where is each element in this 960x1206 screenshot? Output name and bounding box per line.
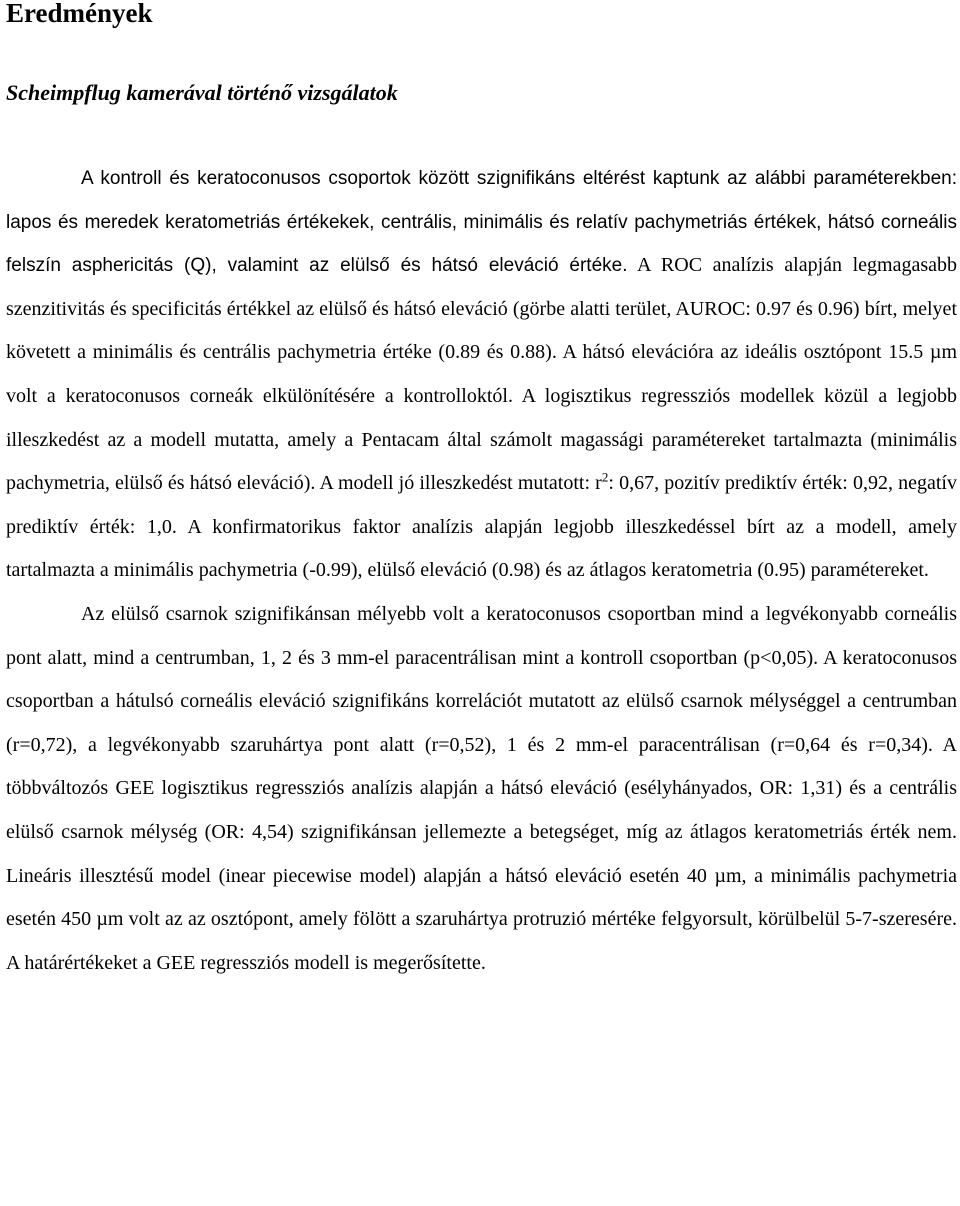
sentence-part: A modell jó illeszkedést mutatott: r bbox=[319, 472, 602, 495]
sentence: Lineáris illesztésű model (inear piecewise model) alapján a hátsó eleváció esetén 40 µm, a minimális pachymetria esetén 450 µm volt az az osztópont, amely fölött a szaruhártya protruzió mértéke felgyorsult, körülbelül 5-7-szeresére. bbox=[6, 864, 957, 931]
sentence: A határértékeket a GEE regressziós modell is megerősítette. bbox=[6, 951, 486, 974]
section-heading: Eredmények bbox=[6, 0, 153, 28]
paragraph-scheimpflug-results bbox=[6, 157, 957, 593]
sentence: A logisztikus regressziós modellek közül a legjobb illeszkedést az a modell mutatta, amely a Pentacam által számolt magassági paramétereket tartalmazta (minimális pachymetria, elülső és hátsó eleváció). bbox=[6, 384, 958, 495]
sentence: A többváltozós GEE logisztikus regressziós analízis alapján a hátsó eleváció (esélyhányados, OR: 1,31) és a centrális elülső csarnok mélység (OR: 4,54) szignifikánsan jellemezte a betegséget, míg az átlagos keratometriás érték nem. bbox=[6, 733, 957, 843]
sentence-part: : 0,67, pozitív prediktív érték: 0,92, negatív prediktív érték: 1,0. bbox=[6, 472, 957, 538]
sentence: A keratoconusos csoportban a hátulsó corneális eleváció szignifikáns korrelációt mutatott az elülső csarnok mélységgel a centrumban (r=0,72), a legvékonyabb szaruhártya pont alatt (r=0,52), 1 és 2 mm-el paracentrálisan (r=0,64 és r=0,34). bbox=[6, 646, 957, 756]
sentence: A konfirmatorikus faktor analízis alapján legjobb illeszkedéssel bírt az a modell, amely tartalmazta a minimális pachymetria (-0.99), elülső eleváció (0.98) és az átlagos keratometria (0.95) paramétereket. bbox=[6, 515, 958, 582]
paragraph-anterior-chamber bbox=[6, 593, 957, 985]
sentence: Az elülső csarnok szignifikánsan mélyebb volt a keratoconusos csoportban mind a legvékonyabb corneális pont alatt, mind a centrumban, 1, 2 és 3 mm-el paracentrálisan mint a kontroll csoportban (p<0,05). bbox=[6, 602, 957, 669]
sentence: A hátsó elevációra az ideális osztópont 15.5 µm volt a keratoconusos corneák elkülönítésére a kontrolloktól. bbox=[6, 341, 958, 407]
superscript: 2 bbox=[601, 469, 609, 485]
sentence: A ROC analízis alapján legmagasabb szenzitivitás és specificitás értékkel az elülső és hátsó eleváció (görbe alatti terület, AUROC: 0.97 és 0.96) bírt, melyet követett a minimális és centrális pachymetria értéke (0.89 és 0.88). bbox=[6, 254, 957, 364]
subsection-heading: Scheimpflug kamerával történő vizsgálatok bbox=[6, 80, 398, 105]
sentence: A kontroll és keratoconusos csoportok között szignifikáns eltérést kaptunk az alábbi paraméterekben: lapos és meredek keratometriás értékekek, centrális, minimális és relatív pachymetriás értékek, hátsó corneális felszín asphericitás (Q), valamint az elülső és hátsó eleváció értéke. bbox=[6, 168, 957, 277]
